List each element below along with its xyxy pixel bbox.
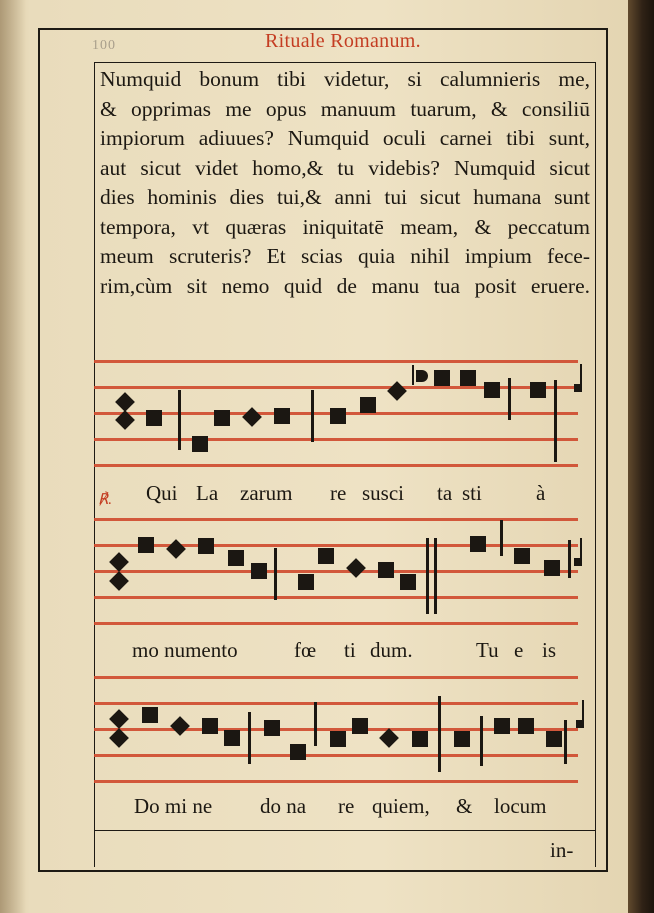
bar-line: [508, 378, 511, 420]
lyric-syllable: ta: [437, 481, 453, 505]
bar-line: [554, 380, 557, 462]
note: [228, 550, 244, 566]
verse-line: rim,cùm sit nemo quid de manu tua posit eruere.: [100, 273, 590, 298]
note: [484, 382, 500, 398]
note: [400, 574, 416, 590]
verse-line: tempora, vt quæras iniquitatē meam, & peccatum: [100, 214, 590, 239]
clef-mark: [115, 392, 135, 412]
note: [544, 560, 560, 576]
running-head: [0, 30, 654, 53]
lyric-syllable: sti: [462, 481, 482, 505]
folio-number: 100: [92, 38, 116, 53]
note-diamond: [166, 539, 186, 559]
note: [494, 718, 510, 734]
clef-mark: [109, 728, 129, 748]
lyric-syllable: à: [536, 481, 546, 505]
note: [224, 730, 240, 746]
lyric-syllable: &: [456, 794, 473, 818]
lyric-syllable: do na: [260, 794, 307, 818]
note: [142, 707, 158, 723]
note: [264, 720, 280, 736]
lyric-syllable: e: [514, 638, 524, 662]
lyric-syllable: Tu: [476, 638, 499, 662]
lyric-syllable: La: [196, 481, 219, 505]
clef-mark: [109, 552, 129, 572]
lyric-syllable: Qui: [146, 481, 178, 505]
lyric-syllable: fœ: [294, 638, 317, 662]
lyric-syllable: re: [330, 481, 347, 505]
bar-line: [500, 520, 503, 556]
response-mark: ℟.: [98, 492, 113, 508]
note: [518, 718, 534, 734]
lyric-syllable: dum.: [370, 638, 413, 662]
running-head-text: Rituale Romanum.: [265, 30, 421, 52]
verse-line: & opprimas me opus manuum tuarum, & consiliū: [100, 96, 590, 121]
note-diamond: [242, 407, 262, 427]
double-bar-line: [434, 538, 437, 614]
clef-mark: [109, 571, 129, 591]
bar-line: [438, 696, 441, 772]
music-staff-1: [94, 360, 578, 470]
note: [470, 536, 486, 552]
lyric-syllable: Do mi ne: [134, 794, 213, 818]
music-staff-3: [94, 676, 578, 786]
note: [360, 397, 376, 413]
lyric-syllable: quiem,: [372, 794, 430, 818]
note: [198, 538, 214, 554]
page-gutter-shadow: [0, 0, 26, 913]
lyric-syllable: susci: [362, 481, 404, 505]
note-diamond: [387, 381, 407, 401]
note: [546, 731, 562, 747]
custos-stem: [580, 538, 582, 566]
note: [378, 562, 394, 578]
bar-line: [274, 548, 277, 600]
bottom-frame-rule: [94, 830, 596, 831]
double-bar-line: [426, 538, 429, 614]
lyric-syllable: re: [338, 794, 355, 818]
lyric-syllable: ti: [344, 638, 356, 662]
lyric-syllable: is: [542, 638, 557, 662]
note: [274, 408, 290, 424]
note: [330, 731, 346, 747]
note: [330, 408, 346, 424]
verse-line: aut sicut videt homo,& tu videbis? Numquid sicut: [100, 155, 590, 180]
custos-stem: [582, 700, 584, 728]
note: [251, 563, 267, 579]
note: [290, 744, 306, 760]
bar-line: [248, 712, 251, 764]
bar-line: [178, 390, 181, 450]
note: [530, 382, 546, 398]
scripture-verse: [100, 65, 590, 301]
note: [192, 436, 208, 452]
book-spine: [625, 0, 654, 913]
note: [202, 718, 218, 734]
music-staff-2: [94, 518, 578, 628]
note: [460, 370, 476, 386]
verse-line: meum scruteris? Et scias quia nihil impium fece-: [100, 244, 590, 268]
note-diamond: [346, 558, 366, 578]
note: [318, 548, 334, 564]
note-diamond: [170, 716, 190, 736]
catchword: in-: [550, 838, 574, 862]
lyric-syllable: zarum: [240, 481, 293, 505]
lyric-syllable: mo numento: [132, 638, 238, 662]
note: [514, 548, 530, 564]
note: [214, 410, 230, 426]
note: [352, 718, 368, 734]
clef-mark: [109, 709, 129, 729]
verse-line: Numquid bonum tibi videtur, si calumnieris me,: [100, 67, 590, 91]
note: [412, 731, 428, 747]
bar-line: [480, 716, 483, 766]
bar-line: [568, 540, 571, 578]
custos-stem: [580, 364, 582, 392]
note: [434, 370, 450, 386]
note: [146, 410, 162, 426]
note: [298, 574, 314, 590]
note: [454, 731, 470, 747]
bar-line: [311, 390, 314, 442]
note-diamond: [379, 728, 399, 748]
bar-line: [564, 720, 567, 764]
verse-line: dies hominis dies tui,& anni tui sicut humana sunt: [100, 185, 590, 209]
flat-sign: [412, 365, 414, 385]
bar-line: [314, 702, 317, 746]
lyric-syllable: locum: [494, 794, 547, 818]
note: [138, 537, 154, 553]
note: [416, 370, 428, 382]
verse-line: impiorum adiuues? Numquid oculi carnei tibi sunt,: [100, 126, 590, 150]
